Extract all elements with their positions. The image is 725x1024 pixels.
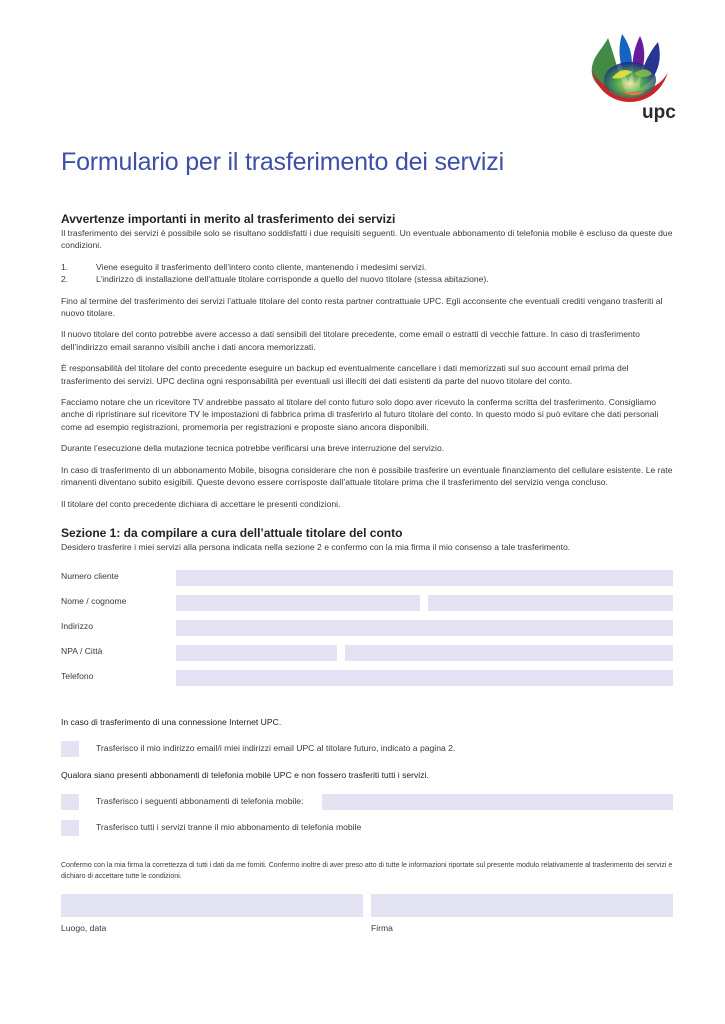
internet-note: In caso di trasferimento di una connessione Internet UPC. — [61, 717, 282, 727]
page-title: Formulario per il trasferimento dei servizi — [61, 148, 504, 176]
confirmation-text: Confermo con la mia firma la correttezza di tutti i dati da me forniti. Confermo inoltre di aver preso atto di tutte le informazioni riportate sul presente modulo relativamente al trasferimento dei servizi e dichiaro di accettare tutte le condizioni. — [61, 862, 673, 880]
section1-form — [61, 570, 673, 695]
customer-number-field[interactable] — [176, 570, 673, 586]
paragraph-mobile: In caso di trasferimento di un abbonamento Mobile, bisogna considerare che non è possibile trasferire un eventuale finanziamento del cellulare esistente. Le rate rimanenti diventano subito esigibili. Queste devono essere corrisposte dall’attuale titolare prima che il trasferimento del servizio venga concluso. — [61, 464, 673, 488]
warnings-section — [61, 212, 673, 553]
form-row-address — [61, 620, 673, 645]
mobile-note: Qualora siano presenti abbonamenti di telefonia mobile UPC e non fossero trasferiti tutti i servizi. — [61, 770, 429, 780]
section1-header — [61, 526, 673, 553]
section1-heading: Sezione 1: da compilare a cura dell’attuale titolare del conto — [61, 525, 403, 540]
upc-logo — [582, 30, 682, 122]
phone-field[interactable] — [176, 670, 673, 686]
list-text: Viene eseguito il trasferimento dell’intero conto cliente, mantenendo i medesimi servizi. — [96, 261, 427, 272]
form-row-zip-city — [61, 645, 673, 670]
warnings-intro: Il trasferimento dei servizi è possibile solo se risultano soddisfatti i due requisiti seguenti. Un eventuale abbonamento di telefonia mobile è escluso da queste due condizioni. — [61, 228, 673, 251]
customer-number-label: Numero cliente — [61, 571, 119, 581]
paragraph-tv-receiver: Facciamo notare che un ricevitore TV andrebbe passato al titolare del conto futuro solo dopo aver ricevuto la conferma scritta del trasferimento. Consigliamo anche di ripristinare sul ricevitore TV le impostazioni di fabbrica prima di trasferirlo al futuro titolare del conto. In questo modo si può evitare che dati personali come ad esempio registrazioni, promemoria per registrazioni e proposte siano ancora disponibili. — [61, 397, 659, 432]
signature-field[interactable] — [371, 894, 673, 917]
place-date-label: Luogo, data — [61, 923, 107, 933]
warnings-heading: Avvertenze importanti in merito al trasferimento dei servizi — [61, 212, 396, 226]
first-name-field[interactable] — [176, 595, 420, 611]
place-date-field[interactable] — [61, 894, 363, 917]
list-item — [61, 273, 673, 285]
mobile-some-label: Trasferisco i seguenti abbonamenti di telefonia mobile: — [96, 796, 304, 806]
name-label: Nome / cognome — [61, 596, 127, 606]
email-transfer-checkbox[interactable] — [61, 741, 79, 757]
logo-text: upc — [642, 102, 676, 122]
signature-label: Firma — [371, 923, 393, 933]
zip-field[interactable] — [176, 645, 337, 661]
upc-logo-graphic — [582, 30, 682, 122]
mobile-some-checkbox[interactable] — [61, 794, 79, 810]
section1-intro: Desidero trasferire i miei servizi alla persona indicata nella sezione 2 e confermo con la mia firma il mio consenso a tale trasferimento. — [61, 541, 571, 552]
form-row-customer-number — [61, 570, 673, 595]
city-field[interactable] — [345, 645, 673, 661]
list-item — [61, 261, 673, 273]
paragraph-interruption: Durante l’esecuzione della mutazione tecnica potrebbe verificarsi una breve interruzione del servizio. — [61, 443, 445, 454]
address-label: Indirizzo — [61, 621, 93, 631]
mobile-subscriptions-field[interactable] — [322, 794, 673, 810]
list-number: 1. — [61, 261, 69, 272]
phone-label: Telefono — [61, 671, 94, 681]
paragraph-accept: Il titolare del conto precedente dichiara di accettare le presenti condizioni. — [61, 498, 341, 509]
list-text: L’indirizzo di installazione dell’attuale titolare corrisponde a quello del nuovo titolare (stessa abitazione). — [96, 274, 489, 285]
last-name-field[interactable] — [428, 595, 673, 611]
requirements-list — [61, 261, 673, 286]
paragraph-data-access: Il nuovo titolare del conto potrebbe avere accesso a dati sensibili del titolare precedente, come email o estratti di vecchie fatture. In caso di trasferimento dell’indirizzo email saranno visibili anche i dati ancora memorizzati. — [61, 329, 640, 352]
address-field[interactable] — [176, 620, 673, 636]
all-but-mobile-checkbox[interactable] — [61, 820, 79, 836]
all-but-mobile-label: Trasferisco tutti i servizi tranne il mio abbonamento di telefonia mobile — [96, 822, 362, 832]
zip-city-label: NPA / Città — [61, 646, 103, 656]
paragraph-backup: È responsabilità del titolare del conto precedente eseguire un backup ed eventualmente cancellare i dati memorizzati sul suo account email prima del trasferimento dei servizi. UPC declina ogni responsabilità per eventuali usi illeciti dei dati esistenti da parte del nuovo titolare del conto. — [61, 363, 629, 386]
form-row-name — [61, 595, 673, 620]
paragraph-partner: Fino al termine del trasferimento dei servizi l’attuale titolare del conto resta partner contrattuale UPC. Egli acconsente che eventuali crediti vengano trasferiti al nuovo titolare. — [61, 295, 663, 319]
list-number: 2. — [61, 274, 69, 285]
form-row-phone — [61, 670, 673, 695]
email-transfer-label: Trasferisco il mio indirizzo email/i miei indirizzi email UPC al titolare futuro, indicato a pagina 2. — [96, 743, 456, 753]
